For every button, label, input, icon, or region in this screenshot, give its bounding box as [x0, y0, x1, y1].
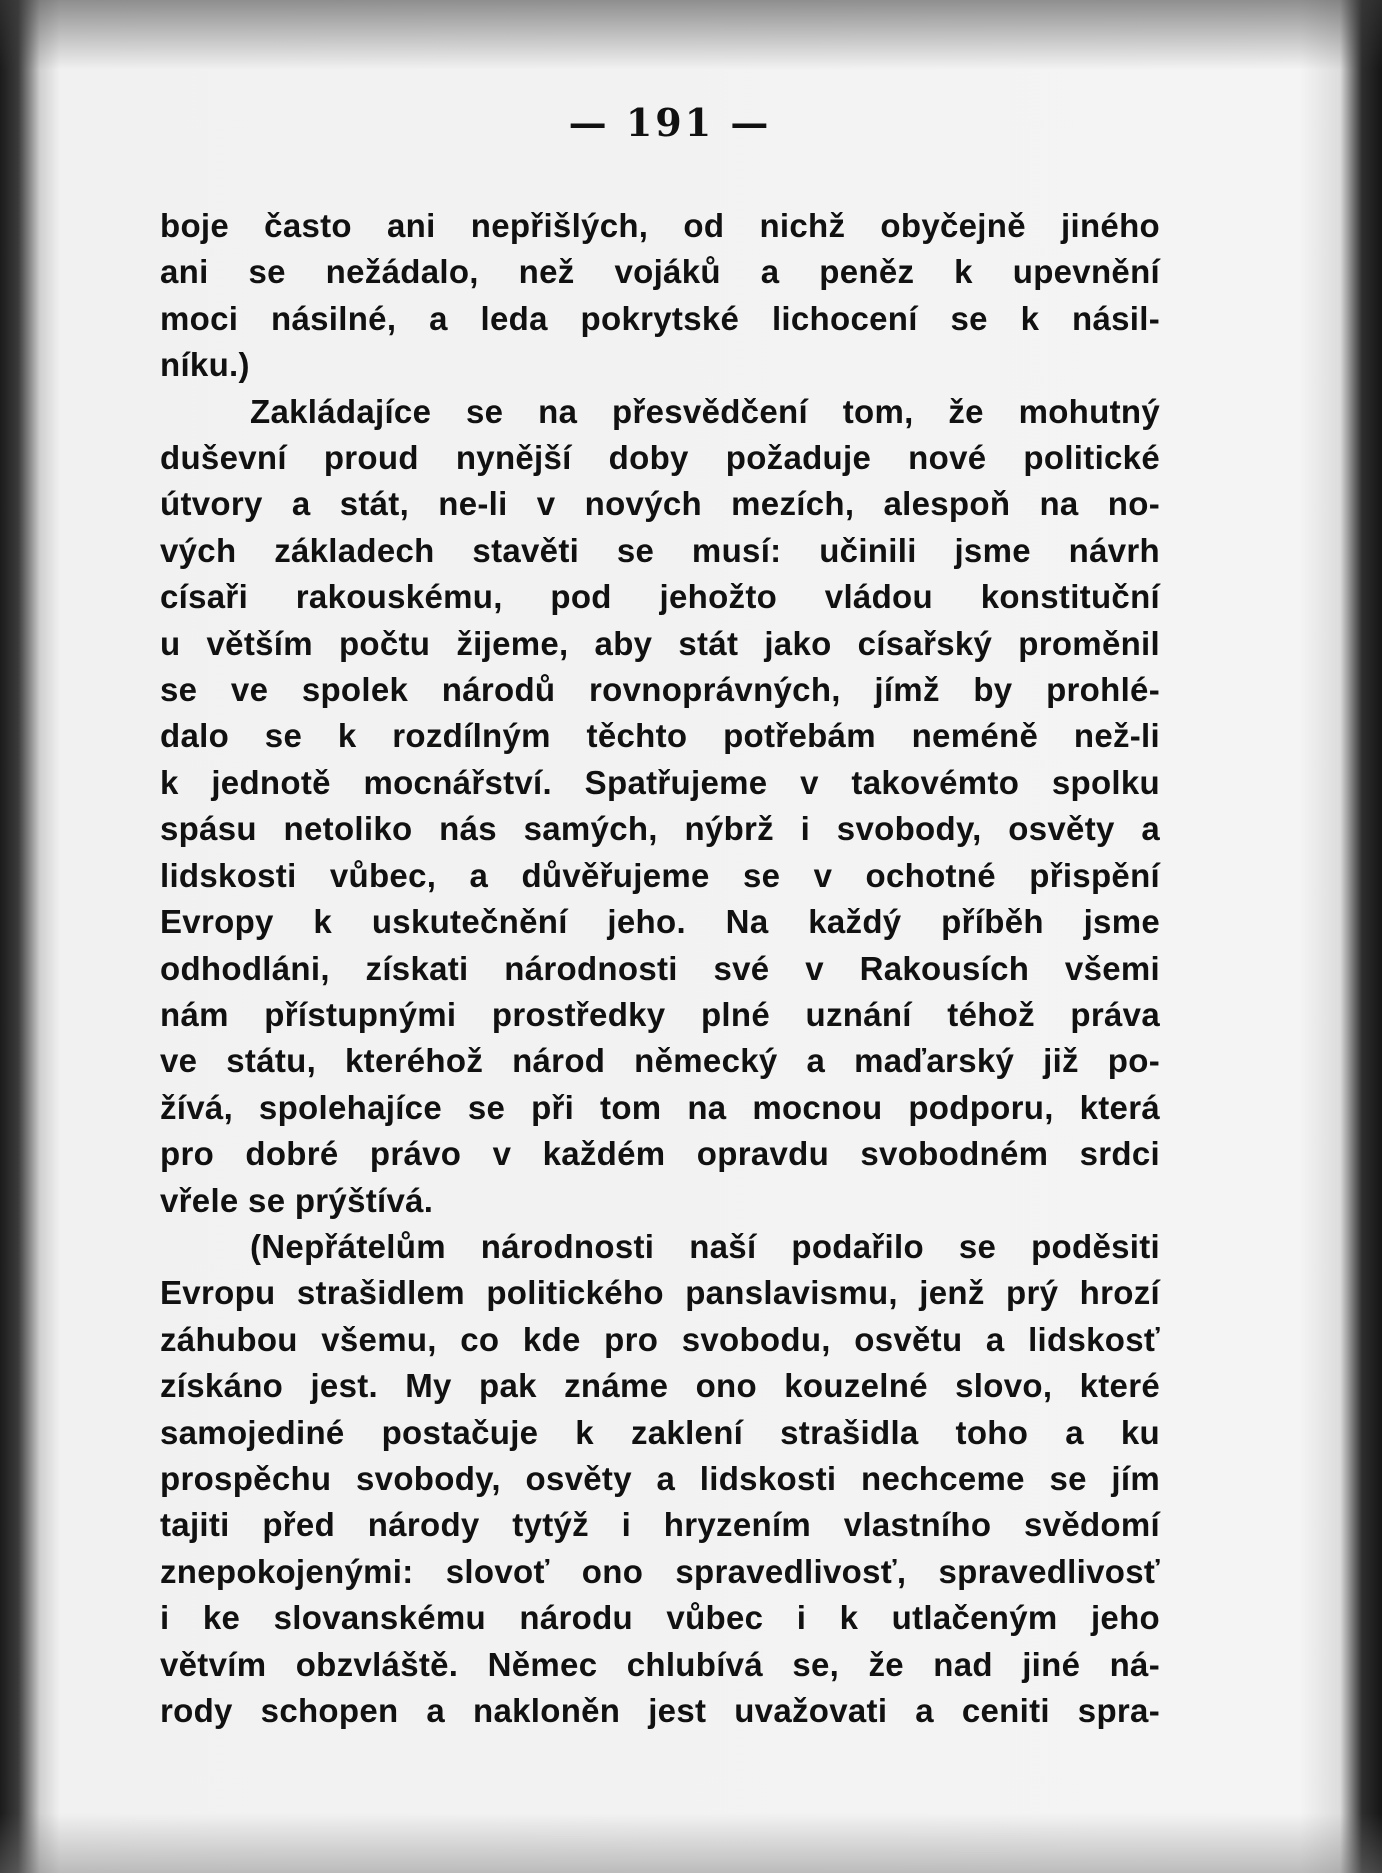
- paragraph-2: [160, 389, 1160, 1224]
- text-line: spásu netoliko nás samých, nýbrž i svobody, osvěty a: [160, 810, 1160, 848]
- text-line: ani se nežádalo, než vojáků a peněz k upevnění: [160, 253, 1160, 291]
- text-line: záhubou všemu, co kde pro svobodu, osvětu a lidskosť: [160, 1320, 1160, 1358]
- text-line: vřele se prýštívá.: [160, 1181, 434, 1219]
- text-line: znepokojenými: slovoť ono spravedlivosť, spravedlivosť: [160, 1552, 1160, 1590]
- text-line: Evropy k uskutečnění jeho. Na každý příběh jsme: [160, 903, 1160, 941]
- text-line: získáno jest. My pak známe ono kouzelné slovo, které: [160, 1367, 1160, 1405]
- text-line: odhodláni, získati národnosti své v Rakousích všemi: [160, 949, 1160, 987]
- text-line: moci násilné, a leda pokrytské lichocení se k násil-: [160, 299, 1160, 337]
- paragraph-3: [160, 1224, 1160, 1734]
- text-line: (Nepřátelům národnosti naší podařilo se poděsiti: [250, 1227, 1160, 1265]
- top-shadow: [0, 0, 1382, 70]
- text-line: Evropu strašidlem politického panslavismu, jenž prý hrozí: [160, 1274, 1160, 1312]
- text-line: rody schopen a nakloněn jest uvažovati a ceniti spra-: [160, 1692, 1160, 1729]
- text-line: císaři rakouskému, pod jehožto vládou konstituční: [160, 578, 1160, 616]
- bottom-shadow: [0, 1813, 1382, 1873]
- text-line: Zakládajíce se na přesvědčení tom, že mohutný: [250, 392, 1160, 430]
- text-line: nám přístupnými prostředky plné uznání téhož práva: [160, 995, 1160, 1033]
- text-line: vých základech stavěti se musí: učinili jsme návrh: [160, 531, 1160, 569]
- book-page: [160, 100, 1160, 1734]
- text-line: boje často ani nepřišlých, od nichž obyčejně jiného: [160, 207, 1160, 244]
- text-line: žívá, spolehajíce se při tom na mocnou podporu, která: [160, 1088, 1160, 1126]
- text-line: samojediné postačuje k zaklení strašidla toho a ku: [160, 1413, 1160, 1451]
- text-line: k jednotě mocnářství. Spatřujeme v takovémto spolku: [160, 763, 1160, 801]
- text-line: tajiti před národy tytýž i hryzením vlastního svědomí: [160, 1506, 1160, 1544]
- text-line: duševní proud nynější doby požaduje nové politické: [160, 439, 1160, 477]
- text-line: se ve spolek národů rovnoprávných, jímž by prohlé-: [160, 671, 1160, 709]
- text-line: lidskosti vůbec, a důvěřujeme se v ochotné přispění: [160, 856, 1160, 894]
- text-line: ve státu, kteréhož národ německý a maďarský již po-: [160, 1042, 1160, 1080]
- text-line: níku.): [160, 346, 250, 384]
- text-line: prospěchu svobody, osvěty a lidskosti nechceme se jím: [160, 1459, 1160, 1497]
- text-line: dalo se k rozdílným těchto potřebám neméně než-li: [160, 717, 1160, 755]
- text-line: útvory a stát, ne-li v nových mezích, alespoň na no-: [160, 485, 1160, 523]
- text-line: větvím obzvláště. Němec chlubívá se, že nad jiné ná-: [160, 1645, 1160, 1683]
- page-number: — 191 —: [568, 100, 772, 145]
- text-line: pro dobré právo v každém opravdu svobodném srdci: [160, 1135, 1160, 1173]
- text-line: i ke slovanskému národu vůbec i k utlačeným jeho: [160, 1599, 1160, 1637]
- text-line: u větším počtu žijeme, aby stát jako císařský proměnil: [160, 624, 1160, 662]
- paragraph-1: [160, 203, 1160, 389]
